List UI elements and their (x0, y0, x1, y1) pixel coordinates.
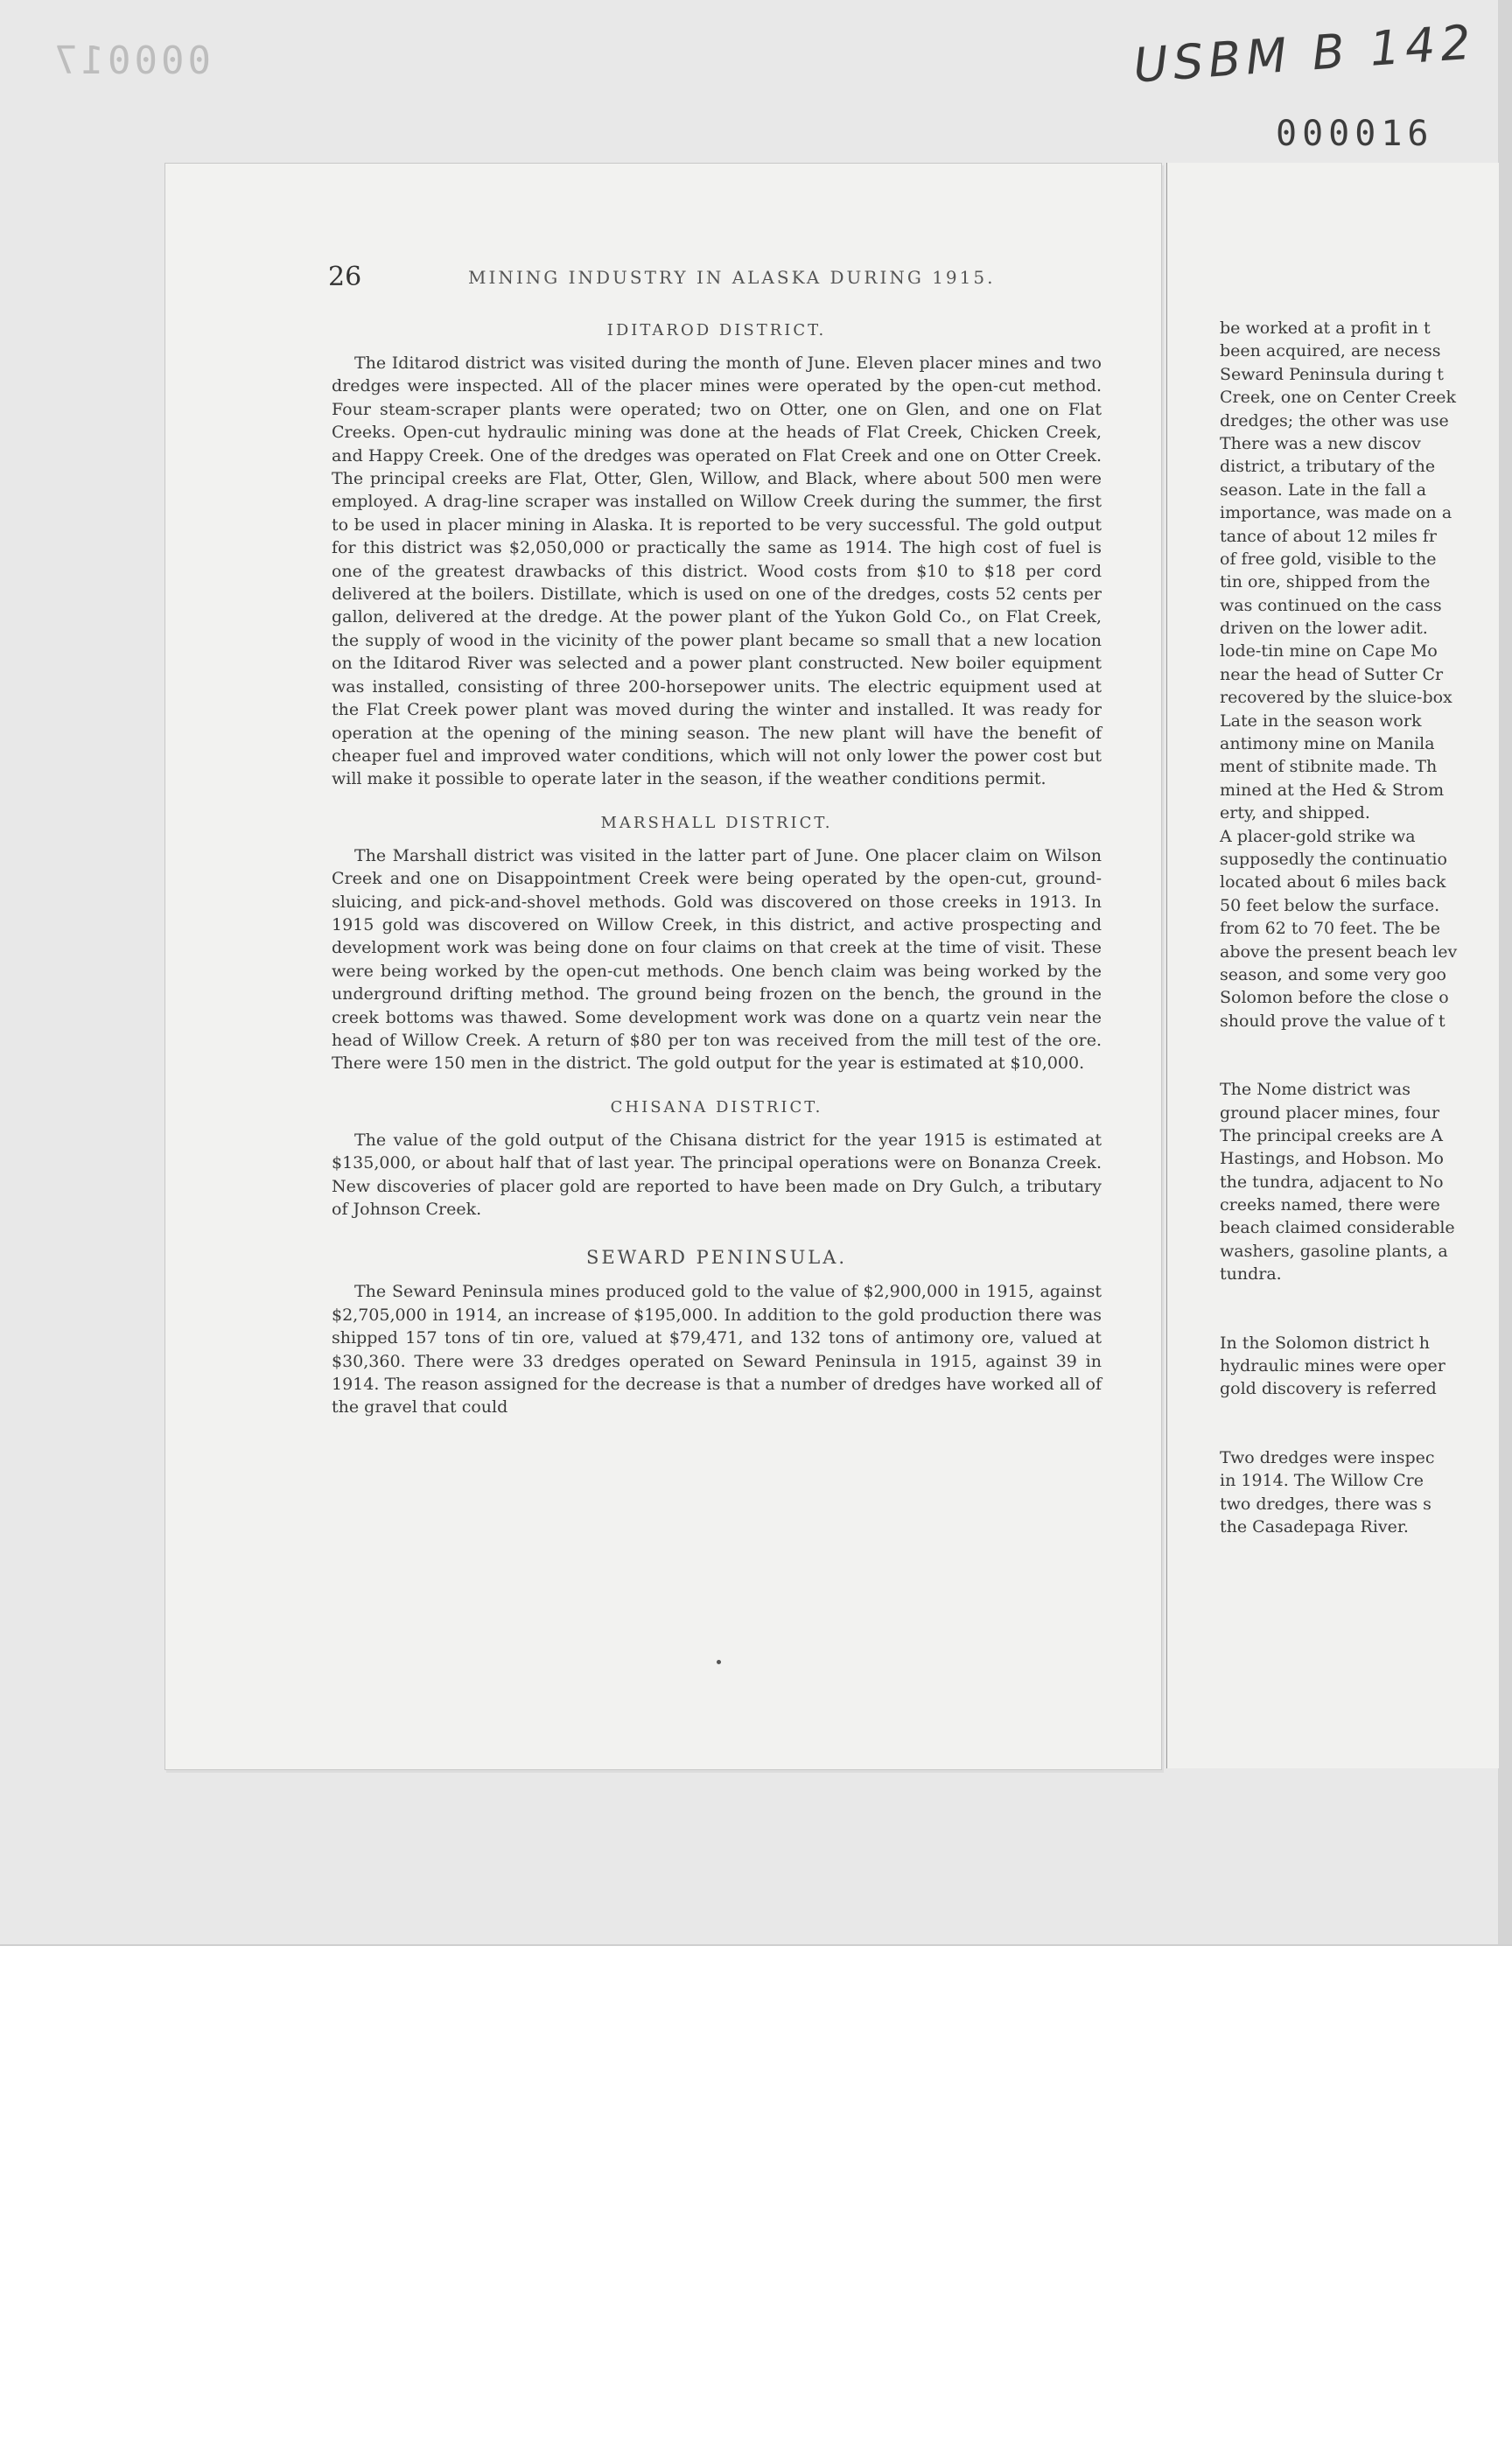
adjacent-text-line: tin ore, shipped from the (1220, 572, 1431, 592)
adjacent-text-line: creeks named, there were (1220, 1195, 1440, 1215)
adjacent-text-line (1220, 1424, 1499, 1446)
adjacent-text-line: driven on the lower adit. (1220, 619, 1428, 639)
adjacent-text-line: should prove the value of t (1220, 1011, 1446, 1031)
body-paragraph: The value of the gold output of the Chisana district for the year 1915 is estimated at $135,000, or about half that of last year. The principal operations were on Bonanza Creek. New discoveries of placer gold are reported to have been made on Dry Gulch, a tributary of Johnson Creek. (332, 1130, 1102, 1219)
body-paragraph: The Iditarod district was visited during the month of June. Eleven placer mines and two dredges were inspected. All of the placer mines were operated by the open-cut method. Four steam-scraper plants were operated; two on Otter, one on Glen, and one on Flat Creeks. Open-cut hydraulic mining was done at the heads of Flat Creek, Chicken Creek, and Happy Creek. One of the dredges was operated on Flat Creek and one on Otter Creek. The principal creeks are Flat, Otter, Glen, Willow, and Black, where about 500 men were employed. A drag-line scraper was installed on Willow Creek during the summer, the first to be used in placer mining in Alaska. It is reported to be very successful. The gold output for this district was $2,050,000 or practically the same as 1914. The high cost of fuel is one of the greatest drawbacks of this district. Wood costs from $10 to $18 per cord delivered at the boilers. Distillate, which is used on one of the dredges, costs 52 cents per gallon, delivered at the dredge. At the power plant of the Yukon Gold Co., on Flat Creek, the supply of wood in the vicinity of the power plant became so small that a new location on the Iditarod River was selected and a power plant constructed. New boiler equipment was installed, consisting of three 200-horsepower units. The electric equipment used at the Flat Creek power plant was moved during the winter and installed. It was ready for operation at the opening of the mining season. The new plant will have the benefit of cheaper fuel and improved water conditions, which will not only lower the power cost but will make it possible to operate later in the season, if the weather conditions permit. (332, 354, 1102, 789)
running-title: MINING INDUSTRY IN ALASKA DURING 1915. (468, 267, 996, 288)
adjacent-text-line: Late in the season work (1220, 710, 1422, 731)
adjacent-text-line: A placer-gold strike wa (1220, 826, 1416, 846)
adjacent-text-line: 50 feet below the surface. (1220, 895, 1440, 915)
page-number: 26 (328, 262, 362, 292)
adjacent-text-line: Creek, one on Center Creek (1220, 388, 1457, 408)
adjacent-text-line: gold discovery is referred (1220, 1379, 1437, 1399)
body-paragraph: The Marshall district was visited in the latter part of June. One placer claim on Wilson Creek and one on Disappointment Creek were being operated by the open-cut, ground-sluicing, and pick-and-shovel methods. Gold was discovered on those creeks in 1913. In 1915 gold was discovered on Willow Creek, in this district, and active prospecting and development work was being done on four claims on that creek at the time of visit. These were being worked by the open-cut methods. One bench claim was being worked by the underground drifting method. The ground being frozen on the bench, the ground in the creek bottoms was thawed. Some development work was done on a quartz vein near the head of Willow Creek. A return of $80 per ton was received from the mill test of the ore. There were 150 men in the district. The gold output for the year is estimated at $10,000. (332, 845, 1102, 1074)
stamped-page-number: 000016 (1276, 114, 1434, 154)
body-paragraph: The Seward Peninsula mines produced gold to the value of $2,900,000 in 1915, against $2,705,000 in 1914, an increase of $195,000. In addition to the gold production there was shipped 157 tons of tin ore, valued at $79,471, and 132 tons of antimony ore, valued at $30,360. There were 33 dredges operated on Seward Peninsula in 1915, against 39 in 1914. The reason assigned for the decrease is that a number of dredges have worked all of the gravel that could (332, 1282, 1102, 1418)
adjacent-text-line: the Casadepaga River. (1220, 1516, 1409, 1536)
adjacent-text-line: importance, was made on a (1220, 503, 1452, 523)
section-seward (332, 1247, 1102, 1418)
adjacent-text-line (1220, 1286, 1499, 1309)
adjacent-text-line: mined at the Hed & Strom (1220, 780, 1445, 800)
adjacent-text-line: in 1914. The Willow Cre (1220, 1471, 1424, 1491)
adjacent-text-line: erty, and shipped. (1220, 803, 1370, 823)
adjacent-text-line: ground placer mines, four (1220, 1102, 1440, 1123)
adjacent-text-line: Two dredges were inspec (1220, 1447, 1435, 1467)
adjacent-text-line (1220, 1055, 1499, 1078)
section-heading: IDITAROD DISTRICT. (606, 321, 827, 340)
adjacent-text-line (1220, 1401, 1499, 1424)
adjacent-page (1166, 163, 1499, 1768)
page-mark (717, 1660, 721, 1664)
section-heading: SEWARD PENINSULA. (585, 1247, 848, 1269)
adjacent-text-line: supposedly the continuatio (1220, 849, 1447, 869)
adjacent-text-line: Seward Peninsula during t (1220, 364, 1444, 384)
adjacent-text-line: lode-tin mine on Cape Mo (1220, 641, 1438, 662)
adjacent-text-line: The Nome district was (1220, 1080, 1410, 1100)
adjacent-text-line: ment of stibnite made. Th (1220, 757, 1438, 777)
adjacent-text-line (1220, 1309, 1499, 1332)
adjacent-text-line: Solomon before the close o (1220, 988, 1449, 1008)
main-page (164, 163, 1162, 1770)
adjacent-page-text (1220, 317, 1499, 1538)
adjacent-text-line: of free gold, visible to the (1220, 549, 1437, 569)
section-chisana (332, 1098, 1102, 1222)
adjacent-text-line: antimony mine on Manila (1220, 734, 1435, 754)
adjacent-text-line: beach claimed considerable (1220, 1218, 1455, 1238)
adjacent-text-line: two dredges, there was s (1220, 1494, 1432, 1514)
adjacent-text-line: In the Solomon district h (1220, 1333, 1430, 1353)
handwritten-reference: USBM B 142 (1131, 14, 1478, 94)
section-marshall (332, 814, 1102, 1075)
adjacent-text-line: The principal creeks are A (1220, 1125, 1444, 1145)
adjacent-text-line: season, and some very goo (1220, 964, 1446, 984)
section-heading: CHISANA DISTRICT. (610, 1097, 823, 1116)
adjacent-text-line: near the head of Sutter Cr (1220, 664, 1444, 684)
adjacent-text-line: was continued on the cass (1220, 595, 1442, 615)
page-header (328, 262, 1133, 293)
ghost-page-number: 000017 (51, 38, 211, 83)
adjacent-text-line: washers, gasoline plants, a (1220, 1241, 1448, 1261)
adjacent-text-line: tance of about 12 miles fr (1220, 526, 1438, 546)
adjacent-text-line: season. Late in the fall a (1220, 480, 1427, 500)
adjacent-text-line: the tundra, adjacent to No (1220, 1172, 1444, 1192)
adjacent-text-line: Hastings, and Hobson. Mo (1220, 1149, 1444, 1169)
page-content (332, 321, 1102, 1430)
adjacent-text-line: located about 6 miles back (1220, 872, 1446, 892)
adjacent-text-line (1220, 1032, 1499, 1055)
adjacent-text-line: above the present beach lev (1220, 942, 1458, 962)
adjacent-text-line: tundra. (1220, 1264, 1282, 1284)
adjacent-text-line: been acquired, are necess (1220, 341, 1441, 361)
adjacent-text-line: district, a tributary of the (1220, 457, 1436, 477)
scan-edge (1498, 0, 1512, 1944)
adjacent-text-line: dredges; the other was use (1220, 410, 1449, 430)
adjacent-text-line: recovered by the sluice-box (1220, 688, 1452, 708)
section-iditarod (332, 321, 1102, 791)
adjacent-text-line: There was a new discov (1220, 433, 1421, 453)
adjacent-text-line: be worked at a profit in t (1220, 318, 1431, 338)
adjacent-text-line: hydraulic mines were oper (1220, 1356, 1446, 1376)
section-heading: MARSHALL DISTRICT. (600, 813, 833, 832)
adjacent-text-line: from 62 to 70 feet. The be (1220, 919, 1440, 939)
